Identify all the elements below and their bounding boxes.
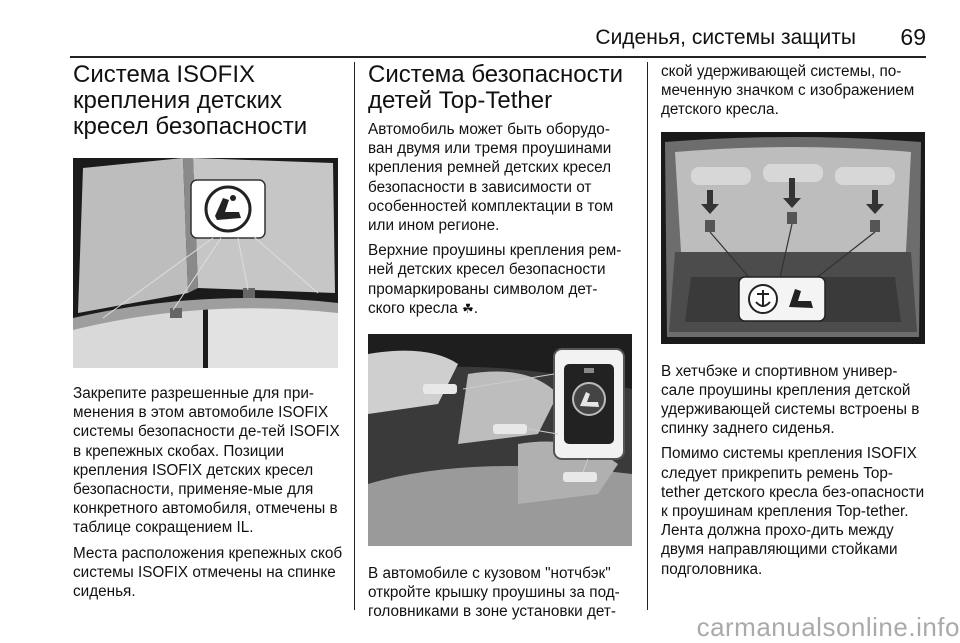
- column-3: [661, 62, 929, 579]
- hatchback-figure: [661, 132, 925, 344]
- top-tether-heading: Система безопасности детей Top-Tether: [368, 61, 624, 114]
- top-tether-attach-paragraph: Помимо системы крепления ISOFIX следует прикрепить ремень Top-tether детского кресла без-опасности к проушинам крепления Top-tether. Лента должна прохо-дить между двумя направляющими стойками подголовника.: [661, 445, 925, 578]
- isofix-paragraph-1: Закрепите разрешенные для при-менения в этом автомобиле ISOFIX системы безопасности де-тей ISOFIX в крепежных скобах. Позиции крепления ISOFIX детских кресел безопасности, применяе-мые для конкретного автомобиля, отмечены в таблице сокращением IL.: [73, 385, 340, 537]
- column-divider-2: [647, 62, 648, 610]
- notchback-figure: [368, 334, 632, 546]
- column-2: [368, 62, 632, 622]
- top-tether-paragraph-2-end: .: [473, 299, 478, 317]
- column-1: [73, 62, 343, 601]
- header-rule: [70, 56, 926, 58]
- notchback-paragraph-continued: ской удерживающей системы, по-меченную значком с изображением детского кресла.: [661, 63, 915, 119]
- watermark: carmanualsonline.info: [696, 612, 960, 642]
- top-tether-paragraph-1: Автомобиль может быть оборудо-ван двумя или тремя проушинами крепления ремней детских кресел безопасности в зависимости от особенностей комплектации в том или ином регионе.: [368, 121, 614, 235]
- top-tether-paragraph-2: [368, 241, 632, 318]
- page-header: [70, 0, 926, 58]
- top-tether-paragraph-2-text: Верхние проушины крепления рем-ней детских кресел безопасности промаркированы символом дет-ского кресла: [368, 242, 622, 317]
- notchback-paragraph: В автомобиле с кузовом "нотчбэк" откройте крышку проушины за под-головниками в зоне установки дет-: [368, 565, 620, 621]
- page-number: 69: [900, 24, 926, 50]
- child-seat-icon: ☘: [462, 300, 474, 316]
- isofix-figure: [73, 158, 338, 368]
- isofix-heading: Система ISOFIX крепления детских кресел безопасности: [73, 61, 308, 140]
- hatchback-paragraph: В хетчбэке и спортивном универ-сале проушины крепления детской удерживающей системы встроены в спинку заднего сиденья.: [661, 362, 920, 438]
- column-divider-1: [354, 62, 355, 610]
- isofix-paragraph-2: Места расположения крепежных скоб системы ISOFIX отмечены на спинке сиденья.: [73, 544, 343, 601]
- header-title: Сиденья, системы защиты: [595, 26, 856, 49]
